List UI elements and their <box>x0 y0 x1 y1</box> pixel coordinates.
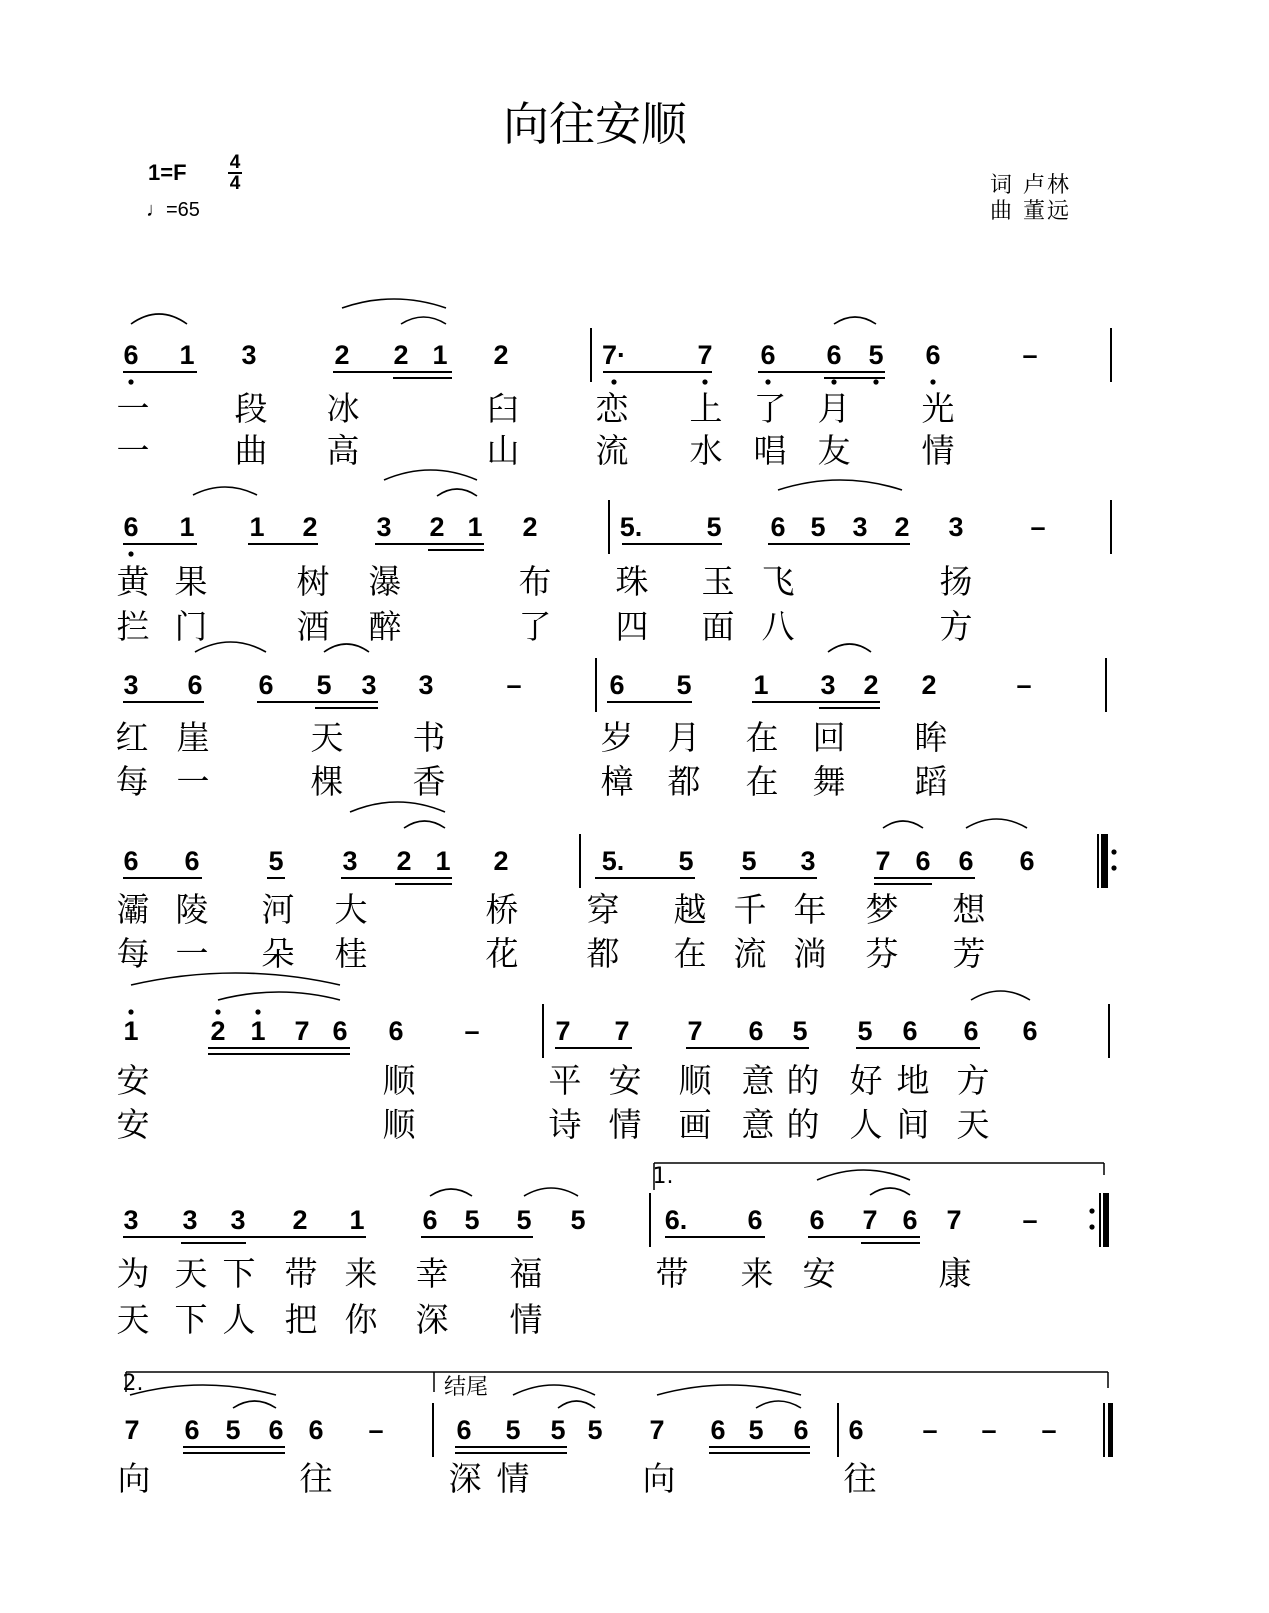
lyric-char: 意 <box>741 1105 775 1144</box>
slur <box>883 821 923 828</box>
low-octave-dot <box>611 379 616 384</box>
lyric-char: 在 <box>745 762 779 801</box>
lyric-char: 每 <box>116 934 150 973</box>
lyric-char: 月 <box>817 389 851 428</box>
low-octave-dot <box>702 379 707 384</box>
lyric-char: 河 <box>261 890 295 929</box>
time-signature-bottom: 4 <box>229 173 241 194</box>
slur <box>342 299 446 308</box>
note: 6 <box>809 1205 825 1235</box>
lyric-char: 深 <box>415 1300 449 1339</box>
slur <box>350 802 445 812</box>
note: 3 <box>241 340 257 370</box>
lyric-char: 果 <box>174 562 208 601</box>
lyric-char: 情 <box>921 431 955 470</box>
slur <box>401 317 446 324</box>
note: 6 <box>902 1205 918 1235</box>
note: 1 <box>250 1016 266 1046</box>
note: 5 <box>792 1016 808 1046</box>
lyric-char: 人 <box>849 1105 883 1144</box>
sustain-dash: – <box>506 670 522 700</box>
note: 1 <box>123 1016 139 1046</box>
note: 2 <box>302 512 318 542</box>
composer-credit: 曲 董远 <box>990 199 1071 224</box>
note: 6 <box>258 670 274 700</box>
slur <box>404 821 445 828</box>
note: 6 <box>826 340 842 370</box>
note: 6 <box>123 512 139 542</box>
lyric-char: 唱 <box>753 431 787 470</box>
lyric-char: 千 <box>733 890 767 929</box>
lyric-char: 都 <box>667 762 701 801</box>
note: 1 <box>349 1205 365 1235</box>
lyric-char: 情 <box>509 1300 543 1339</box>
note: 6 <box>184 1415 200 1445</box>
slur <box>870 1188 910 1195</box>
note: 6 <box>760 340 776 370</box>
slur <box>193 487 257 495</box>
low-octave-dot <box>128 551 133 556</box>
note: 1 <box>753 670 769 700</box>
slur <box>384 470 477 480</box>
lyric-char: 布 <box>518 562 552 601</box>
note: 2 <box>921 670 937 700</box>
slur <box>828 644 871 652</box>
lyric-char: 往 <box>299 1459 333 1498</box>
note: 7 <box>862 1205 878 1235</box>
sustain-dash: – <box>1041 1415 1057 1445</box>
note: 5 <box>857 1016 873 1046</box>
lyric-char: 越 <box>673 890 707 929</box>
high-octave-dot <box>215 1009 220 1014</box>
sustain-dash: – <box>981 1415 997 1445</box>
lyric-char: 画 <box>678 1105 712 1144</box>
note: 6 <box>422 1205 438 1235</box>
lyric-char: 地 <box>896 1061 930 1100</box>
note: 6. <box>664 1205 688 1235</box>
lyric-char: 的 <box>786 1061 820 1100</box>
lyric-char: 在 <box>745 718 779 757</box>
lyric-char: 流 <box>733 934 767 973</box>
lyric-char: 年 <box>793 890 827 929</box>
lyric-char: 樟 <box>600 762 634 801</box>
high-octave-dot <box>255 1009 260 1014</box>
slur <box>834 317 876 324</box>
note: 5 <box>268 846 284 876</box>
lyric-char: 下 <box>222 1254 256 1293</box>
lyric-char: 门 <box>174 607 208 646</box>
lyric-char: 天 <box>956 1105 990 1144</box>
repeat-thick-line <box>1104 1193 1109 1247</box>
note: 6 <box>609 670 625 700</box>
lyric-char: 穿 <box>586 890 620 929</box>
lyric-char: 方 <box>956 1061 990 1100</box>
lyric-char: 芬 <box>865 934 899 973</box>
low-octave-dot <box>128 379 133 384</box>
sustain-dash: – <box>922 1415 938 1445</box>
repeat-dot <box>1111 849 1116 854</box>
note: 7 <box>697 340 713 370</box>
lyric-char: 天 <box>174 1254 208 1293</box>
lyric-char: 淌 <box>793 934 827 973</box>
note: 5 <box>316 670 332 700</box>
lyric-char: 来 <box>740 1254 774 1293</box>
lyric-char: 好 <box>849 1061 883 1100</box>
lyric-char: 臼 <box>486 389 520 428</box>
note: 5 <box>587 1415 603 1445</box>
note: 7· <box>601 340 627 370</box>
note: 6 <box>963 1016 979 1046</box>
note: 3 <box>418 670 434 700</box>
note: 2 <box>863 670 879 700</box>
lyric-char: 幸 <box>415 1254 449 1293</box>
sustain-dash: – <box>464 1016 480 1046</box>
note: 6 <box>187 670 203 700</box>
lyric-char: 顺 <box>678 1061 712 1100</box>
note: 6 <box>184 846 200 876</box>
note: 7 <box>649 1415 665 1445</box>
repeat-dot <box>1089 1224 1094 1229</box>
slur <box>657 1385 801 1395</box>
lyric-char: 每 <box>115 762 149 801</box>
lyric-char: 了 <box>753 389 787 428</box>
lyric-char: 都 <box>586 934 620 973</box>
note: 5 <box>741 846 757 876</box>
lyric-char: 安 <box>802 1254 836 1293</box>
note: 5 <box>516 1205 532 1235</box>
lyric-char: 在 <box>673 934 707 973</box>
note: 3 <box>800 846 816 876</box>
note: 2 <box>396 846 412 876</box>
lyric-char: 眸 <box>914 718 948 757</box>
lyric-char: 的 <box>786 1105 820 1144</box>
lyricist-credit: 词 卢林 <box>990 173 1071 198</box>
time-signature-top: 4 <box>229 152 241 173</box>
lyric-char: 书 <box>412 718 446 757</box>
slur <box>437 489 477 496</box>
final-thick-line <box>1108 1403 1113 1457</box>
note: 2 <box>334 340 350 370</box>
slur <box>430 1189 472 1196</box>
note: 6 <box>902 1016 918 1046</box>
lyric-char: 一 <box>116 389 150 428</box>
sustain-dash: – <box>368 1415 384 1445</box>
page-title: 向往安顺 <box>503 97 687 151</box>
note: 2 <box>429 512 445 542</box>
low-octave-dot <box>831 379 836 384</box>
slur <box>324 644 369 652</box>
slur <box>524 1188 578 1196</box>
lyric-char: 天 <box>116 1300 150 1339</box>
lyric-char: 想 <box>952 890 986 929</box>
lyric-char: 平 <box>548 1061 582 1100</box>
note: 5 <box>550 1415 566 1445</box>
lyric-char: 往 <box>843 1459 877 1498</box>
low-octave-dot <box>765 379 770 384</box>
note: 6 <box>770 512 786 542</box>
note: 5 <box>748 1415 764 1445</box>
repeat-dot <box>1111 865 1116 870</box>
lyric-char: 瀑 <box>368 562 402 601</box>
lyric-char: 天 <box>310 718 344 757</box>
slur <box>966 819 1027 828</box>
note: 6 <box>388 1016 404 1046</box>
lyric-char: 飞 <box>761 562 795 601</box>
note: 7 <box>946 1205 962 1235</box>
note: 3 <box>852 512 868 542</box>
lyric-char: 一 <box>176 762 210 801</box>
note: 5 <box>505 1415 521 1445</box>
note: 2 <box>493 340 509 370</box>
lyric-char: 水 <box>689 431 723 470</box>
lyric-char: 顺 <box>382 1061 416 1100</box>
lyric-char: 八 <box>761 607 795 646</box>
lyric-char: 棵 <box>310 762 344 801</box>
slur <box>131 314 187 324</box>
note: 3 <box>123 1205 139 1235</box>
lyric-char: 带 <box>655 1254 689 1293</box>
lyric-char: 舞 <box>812 762 846 801</box>
lyric-char: 拦 <box>116 607 150 646</box>
lyric-char: 蹈 <box>914 762 948 801</box>
slur <box>558 1401 595 1408</box>
lyric-char: 梦 <box>865 890 899 929</box>
lyric-char: 间 <box>896 1105 930 1144</box>
note: 3 <box>376 512 392 542</box>
volta-label: 1. <box>652 1164 674 1189</box>
note: 3 <box>948 512 964 542</box>
note: 5. <box>601 846 625 876</box>
high-octave-dot <box>128 1009 133 1014</box>
lyric-char: 你 <box>344 1300 378 1339</box>
low-octave-dot <box>930 379 935 384</box>
lyric-char: 山 <box>486 431 520 470</box>
slur <box>233 1401 276 1408</box>
lyric-char: 月 <box>667 718 701 757</box>
lyric-char: 珠 <box>615 562 649 601</box>
lyric-char: 流 <box>595 431 629 470</box>
lyric-char: 向 <box>117 1459 151 1498</box>
note: 5. <box>619 512 643 542</box>
note: 5 <box>570 1205 586 1235</box>
note: 2 <box>894 512 910 542</box>
note: 5 <box>464 1205 480 1235</box>
low-octave-dot <box>873 379 878 384</box>
note: 5 <box>676 670 692 700</box>
lyric-char: 恋 <box>595 389 629 428</box>
note: 6 <box>456 1415 472 1445</box>
note: 2 <box>493 846 509 876</box>
note: 6 <box>123 846 139 876</box>
lyric-char: 情 <box>496 1459 530 1498</box>
note: 2 <box>522 512 538 542</box>
note: 7 <box>124 1415 140 1445</box>
note: 5 <box>868 340 884 370</box>
lyric-char: 意 <box>741 1061 775 1100</box>
lyric-char: 安 <box>608 1061 642 1100</box>
lyric-char: 灞 <box>116 890 150 929</box>
lyric-char: 带 <box>284 1254 318 1293</box>
note: 3 <box>342 846 358 876</box>
lyric-char: 冰 <box>326 389 360 428</box>
note: 5 <box>678 846 694 876</box>
lyric-char: 为 <box>116 1254 150 1293</box>
tempo-marking: ♩=65 <box>146 199 200 221</box>
note: 7 <box>875 846 891 876</box>
note: 3 <box>123 670 139 700</box>
lyric-char: 一 <box>175 934 209 973</box>
note: 2 <box>210 1016 226 1046</box>
note: 6 <box>308 1415 324 1445</box>
slur <box>131 973 340 985</box>
lyric-char: 安 <box>116 1061 150 1100</box>
lyric-char: 酒 <box>296 607 330 646</box>
lyric-char: 花 <box>485 934 519 973</box>
note: 6 <box>925 340 941 370</box>
note: 6 <box>1022 1016 1038 1046</box>
sustain-dash: – <box>1022 340 1038 370</box>
lyric-char: 回 <box>812 718 846 757</box>
slur <box>756 1401 801 1408</box>
lyric-char: 面 <box>701 607 735 646</box>
slur <box>513 1385 595 1395</box>
lyric-char: 福 <box>509 1254 543 1293</box>
lyric-char: 康 <box>938 1254 972 1293</box>
ending-label: 结尾 <box>443 1375 489 1400</box>
note: 6 <box>747 1205 763 1235</box>
repeat-thick-line <box>1103 834 1108 888</box>
lyric-char: 下 <box>174 1300 208 1339</box>
lyric-char: 向 <box>642 1459 676 1498</box>
lyric-char: 段 <box>234 389 268 428</box>
note: 7 <box>687 1016 703 1046</box>
sustain-dash: – <box>1016 670 1032 700</box>
key-signature: 1=F <box>148 160 187 185</box>
slur <box>130 1385 276 1395</box>
note: 1 <box>467 512 483 542</box>
lyric-char: 黄 <box>116 562 150 601</box>
lyric-char: 上 <box>689 389 723 428</box>
lyric-char: 诗 <box>548 1105 582 1144</box>
lyric-char: 来 <box>344 1254 378 1293</box>
note: 1 <box>179 340 195 370</box>
lyric-char: 光 <box>921 389 955 428</box>
lyric-char: 人 <box>222 1300 256 1339</box>
note: 5 <box>706 512 722 542</box>
note: 6 <box>123 340 139 370</box>
slur <box>218 992 340 1000</box>
note: 1 <box>249 512 265 542</box>
note: 7 <box>555 1016 571 1046</box>
lyric-char: 桂 <box>334 934 368 973</box>
note: 7 <box>614 1016 630 1046</box>
note: 6 <box>958 846 974 876</box>
lyric-char: 陵 <box>175 890 209 929</box>
lyric-char: 树 <box>296 562 330 601</box>
note: 6 <box>915 846 931 876</box>
lyric-char: 扬 <box>939 562 973 601</box>
note: 1 <box>432 340 448 370</box>
note: 5 <box>810 512 826 542</box>
note: 6 <box>748 1016 764 1046</box>
note: 6 <box>1019 846 1035 876</box>
lyric-char: 四 <box>615 607 649 646</box>
lyric-char: 玉 <box>701 562 735 601</box>
note: 3 <box>361 670 377 700</box>
note: 5 <box>225 1415 241 1445</box>
sustain-dash: – <box>1022 1205 1038 1235</box>
lyric-char: 红 <box>115 718 149 757</box>
lyric-char: 岁 <box>600 718 634 757</box>
lyric-char: 高 <box>326 431 360 470</box>
note: 6 <box>848 1415 864 1445</box>
lyric-char: 大 <box>334 890 368 929</box>
lyric-char: 深 <box>448 1459 482 1498</box>
lyric-char: 情 <box>608 1105 642 1144</box>
lyric-char: 了 <box>518 607 552 646</box>
lyric-char: 把 <box>284 1300 318 1339</box>
note: 3 <box>820 670 836 700</box>
note: 1 <box>179 512 195 542</box>
note: 3 <box>182 1205 198 1235</box>
lyric-char: 一 <box>116 431 150 470</box>
lyric-char: 芳 <box>952 934 986 973</box>
note: 1 <box>435 846 451 876</box>
lyric-char: 香 <box>412 762 446 801</box>
slur <box>778 480 902 490</box>
lyric-char: 曲 <box>234 431 268 470</box>
lyric-char: 方 <box>939 607 973 646</box>
note: 2 <box>393 340 409 370</box>
note: 2 <box>292 1205 308 1235</box>
lyric-char: 安 <box>116 1105 150 1144</box>
volta-label: 2. <box>122 1371 144 1396</box>
lyric-char: 友 <box>817 431 851 470</box>
lyric-char: 桥 <box>485 890 519 929</box>
sustain-dash: – <box>1030 512 1046 542</box>
note: 6 <box>332 1016 348 1046</box>
note: 6 <box>710 1415 726 1445</box>
note: 6 <box>268 1415 284 1445</box>
note: 3 <box>230 1205 246 1235</box>
note: 6 <box>793 1415 809 1445</box>
lyric-char: 崖 <box>176 718 210 757</box>
note: 7 <box>294 1016 310 1046</box>
repeat-dot <box>1089 1208 1094 1213</box>
lyric-char: 朵 <box>261 934 295 973</box>
slur <box>971 991 1030 1000</box>
lyric-char: 醉 <box>368 607 402 646</box>
slur <box>817 1170 910 1180</box>
lyric-char: 顺 <box>382 1105 416 1144</box>
